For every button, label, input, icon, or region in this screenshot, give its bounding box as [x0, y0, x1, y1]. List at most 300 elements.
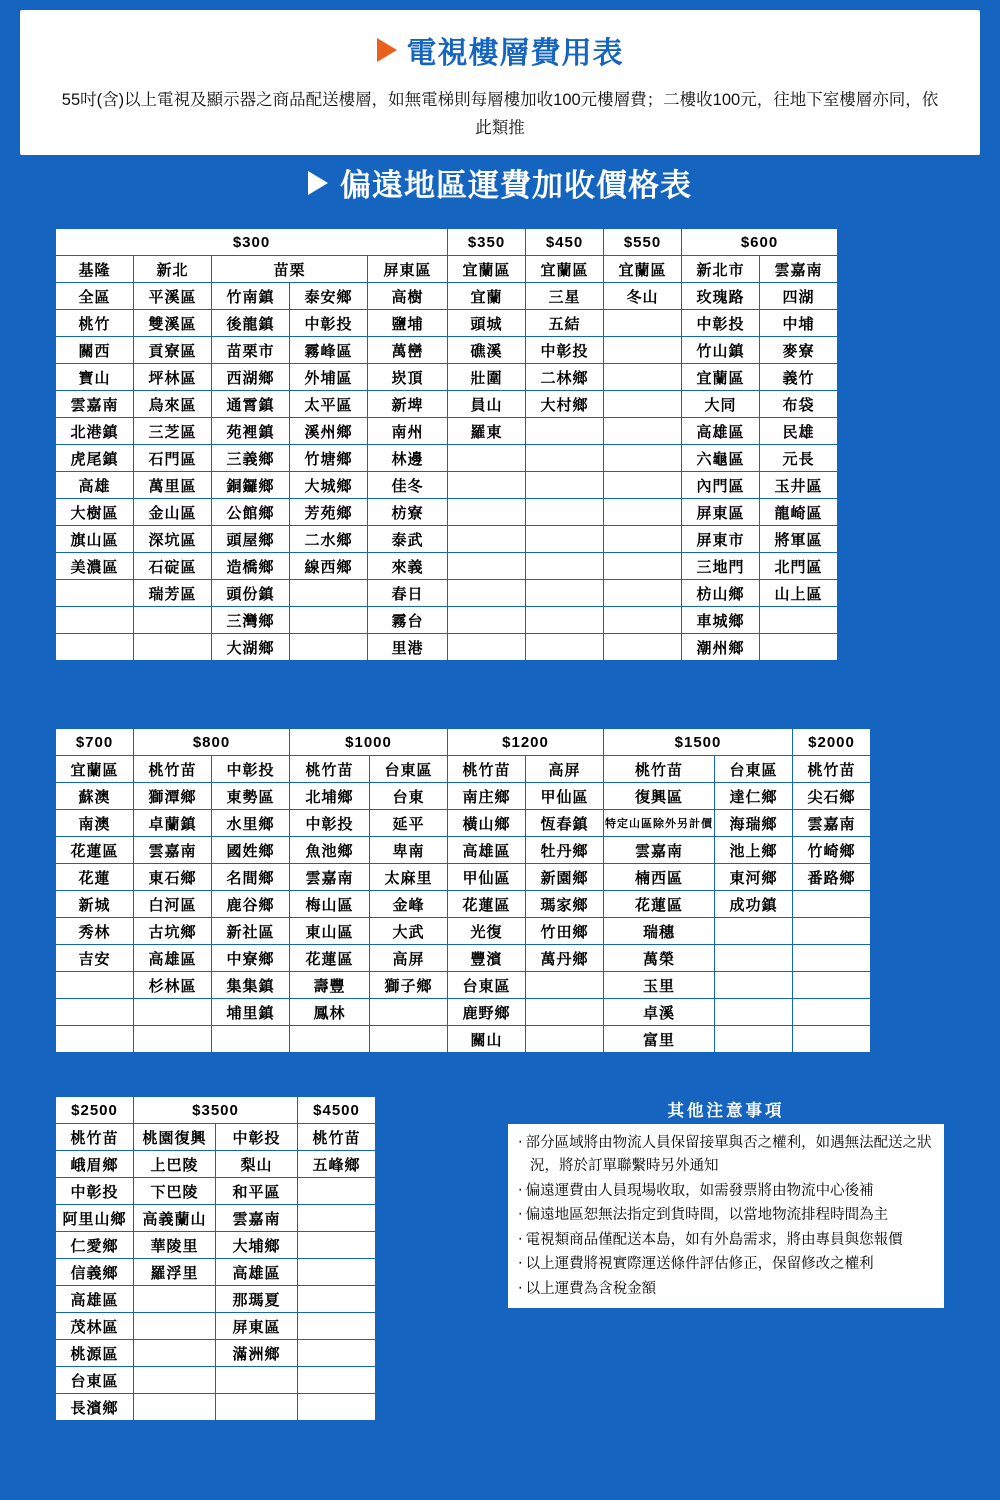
price-label: $2500: [56, 1097, 134, 1124]
region-cell: 甲仙區: [448, 864, 526, 891]
region-cell: 池上鄉: [715, 837, 793, 864]
region-cell: 蘇澳: [56, 783, 134, 810]
region-cell: 大武: [370, 918, 448, 945]
table-row: [56, 891, 871, 918]
region-cell: [793, 1026, 871, 1053]
region-cell: 坪林區: [134, 364, 212, 391]
region-cell: 民雄: [760, 418, 838, 445]
price-label: $1000: [290, 729, 448, 756]
region-cell: 國姓鄉: [212, 837, 290, 864]
region-cell: [526, 553, 604, 580]
region-cell: 海瑞鄉: [715, 810, 793, 837]
price-table: [55, 728, 871, 1053]
region-cell: 光復: [448, 918, 526, 945]
region-cell: 雲嘉南: [290, 864, 370, 891]
table-row: [56, 1259, 376, 1286]
region-cell: 玉井區: [760, 472, 838, 499]
region-header-cell: 宜蘭區: [526, 256, 604, 283]
table-row: [56, 1151, 376, 1178]
region-cell: 雙溪區: [134, 310, 212, 337]
page-title-1-row: [20, 10, 980, 72]
region-cell: 虎尾鎮: [56, 445, 134, 472]
region-cell: 高雄區: [56, 1286, 134, 1313]
region-cell: 竹山鎮: [682, 337, 760, 364]
price-header-row: [56, 729, 871, 756]
region-cell: 高樹: [368, 283, 448, 310]
region-cell: [370, 1026, 448, 1053]
region-cell: 白河區: [134, 891, 212, 918]
region-cell: [448, 607, 526, 634]
region-cell: 車城鄉: [682, 607, 760, 634]
region-cell: 壯圍: [448, 364, 526, 391]
region-cell: 阿里山鄉: [56, 1205, 134, 1232]
region-cell: 冬山: [604, 283, 682, 310]
region-cell: [793, 918, 871, 945]
region-cell: 義竹: [760, 364, 838, 391]
region-cell: 信義鄉: [56, 1259, 134, 1286]
region-cell: [448, 472, 526, 499]
region-cell: 水里鄉: [212, 810, 290, 837]
region-cell: 延平: [370, 810, 448, 837]
region-cell: [604, 445, 682, 472]
region-cell: 羅東: [448, 418, 526, 445]
region-cell: [290, 1026, 370, 1053]
region-cell: 花蓮區: [448, 891, 526, 918]
table-row: [56, 1026, 871, 1053]
region-cell: [448, 499, 526, 526]
note-item: ‧ 以上運費將視實際運送條件評估修正，保留修改之權利: [518, 1253, 934, 1276]
region-cell: 高雄區: [448, 837, 526, 864]
region-cell: 杉林區: [134, 972, 212, 999]
region-cell: 桃竹: [56, 310, 134, 337]
region-cell: [448, 634, 526, 661]
region-header-cell: 宜蘭區: [448, 256, 526, 283]
price-label: $700: [56, 729, 134, 756]
region-cell: 竹塘鄉: [290, 445, 368, 472]
table-row: [56, 918, 871, 945]
header-subtitle: 55吋(含)以上電視及顯示器之商品配送樓層，如無電梯則每層樓加收100元樓層費；二樓收100元，往地下室樓層亦同，依此類推: [61, 91, 939, 138]
table-row: [56, 445, 838, 472]
table-row: [56, 283, 838, 310]
region-header-cell: 桃竹苗: [298, 1124, 376, 1151]
region-cell: [216, 1394, 298, 1421]
price-label: $1500: [604, 729, 793, 756]
region-cell: 二水鄉: [290, 526, 368, 553]
price-label: $800: [134, 729, 290, 756]
table-row: [56, 499, 838, 526]
region-cell: 三地門: [682, 553, 760, 580]
table-row: [56, 607, 838, 634]
region-cell: 鹿谷鄉: [212, 891, 290, 918]
table-row: [56, 1178, 376, 1205]
region-cell: [715, 999, 793, 1026]
region-cell: [604, 418, 682, 445]
table-row: [56, 472, 838, 499]
play-triangle-white-icon: [308, 171, 328, 195]
region-cell: 雲嘉南: [134, 837, 212, 864]
price-label: $1200: [448, 729, 604, 756]
region-cell: [370, 999, 448, 1026]
region-cell: 牡丹鄉: [526, 837, 604, 864]
region-cell: 中寮鄉: [212, 945, 290, 972]
region-cell: 恆春鎮: [526, 810, 604, 837]
region-cell: 員山: [448, 391, 526, 418]
region-cell: 達仁鄉: [715, 783, 793, 810]
region-cell: [526, 418, 604, 445]
region-cell: [56, 607, 134, 634]
region-cell: 頭屋鄉: [212, 526, 290, 553]
region-cell: [604, 472, 682, 499]
region-cell: 台東區: [448, 972, 526, 999]
region-cell: 雲嘉南: [56, 391, 134, 418]
region-cell: 造橋鄉: [212, 553, 290, 580]
region-cell: 桃源區: [56, 1340, 134, 1367]
play-triangle-icon: [377, 38, 397, 62]
region-cell: 中彰投: [290, 310, 368, 337]
region-cell: [298, 1394, 376, 1421]
region-cell: 上巴陵: [134, 1151, 216, 1178]
region-cell: 北門區: [760, 553, 838, 580]
region-cell: 南庄鄉: [448, 783, 526, 810]
region-cell: [216, 1367, 298, 1394]
region-cell: 鳳林: [290, 999, 370, 1026]
remote-fee-table-1: [55, 228, 838, 661]
region-cell: 新園鄉: [526, 864, 604, 891]
price-label: $3500: [134, 1097, 298, 1124]
region-cell: 瑞穗: [604, 918, 715, 945]
region-cell: 尖石鄉: [793, 783, 871, 810]
region-cell: 新社區: [212, 918, 290, 945]
region-cell: [448, 553, 526, 580]
region-header-cell: 基隆: [56, 256, 134, 283]
region-cell: [298, 1313, 376, 1340]
region-header-cell: 新北: [134, 256, 212, 283]
table-row: [56, 526, 838, 553]
region-cell: 頭份鎮: [212, 580, 290, 607]
region-cell: 花蓮: [56, 864, 134, 891]
region-cell: 中埔: [760, 310, 838, 337]
region-cell: 大村鄉: [526, 391, 604, 418]
region-cell: 霧峰區: [290, 337, 368, 364]
region-header-row: [56, 756, 871, 783]
region-cell: [448, 526, 526, 553]
region-cell: 石門區: [134, 445, 212, 472]
region-cell: 花蓮區: [290, 945, 370, 972]
notes-body: [507, 1124, 945, 1309]
region-header-cell: 屏東區: [368, 256, 448, 283]
region-cell: 三星: [526, 283, 604, 310]
region-cell: 梨山: [216, 1151, 298, 1178]
region-cell: [760, 634, 838, 661]
region-cell: 平溪區: [134, 283, 212, 310]
region-cell: 高雄: [56, 472, 134, 499]
region-cell: 屏東區: [216, 1313, 298, 1340]
region-cell: 集集鎮: [212, 972, 290, 999]
page-title-1: 電視樓層費用表: [406, 37, 624, 70]
region-cell: 佳冬: [368, 472, 448, 499]
table-row: [56, 391, 838, 418]
region-cell: 新埤: [368, 391, 448, 418]
region-cell: 後龍鎮: [212, 310, 290, 337]
region-cell: 烏來區: [134, 391, 212, 418]
region-cell: 名間鄉: [212, 864, 290, 891]
table-row: [56, 837, 871, 864]
region-cell: 東河鄉: [715, 864, 793, 891]
region-cell: 玫瑰路: [682, 283, 760, 310]
region-cell: 二林鄉: [526, 364, 604, 391]
region-cell: [134, 1313, 216, 1340]
region-cell: 竹南鎮: [212, 283, 290, 310]
region-cell: 五峰鄉: [298, 1151, 376, 1178]
table-row: [56, 418, 838, 445]
region-cell: [290, 634, 368, 661]
region-cell: [134, 1367, 216, 1394]
note-item: ‧ 偏遠地區恕無法指定到貨時間，以當地物流排程時間為主: [518, 1204, 934, 1227]
region-cell: 五結: [526, 310, 604, 337]
region-cell: 仁愛鄉: [56, 1232, 134, 1259]
region-cell: 秀林: [56, 918, 134, 945]
region-cell: 苑裡鎮: [212, 418, 290, 445]
region-cell: 梅山區: [290, 891, 370, 918]
region-cell: [604, 337, 682, 364]
region-cell: 山上區: [760, 580, 838, 607]
region-cell: 中彰投: [682, 310, 760, 337]
region-cell: 富里: [604, 1026, 715, 1053]
region-cell: 台東: [370, 783, 448, 810]
region-header-cell: 新北市: [682, 256, 760, 283]
region-cell: [298, 1178, 376, 1205]
table-row: [56, 945, 871, 972]
region-cell: 埔里鎮: [212, 999, 290, 1026]
region-cell: 美濃區: [56, 553, 134, 580]
region-cell: 獅子鄉: [370, 972, 448, 999]
note-item: ‧ 電視類商品僅配送本島，如有外島需求，將由專員與您報價: [518, 1229, 934, 1252]
region-cell: 南澳: [56, 810, 134, 837]
region-cell: [526, 472, 604, 499]
region-cell: 潮州鄉: [682, 634, 760, 661]
region-cell: 枋寮: [368, 499, 448, 526]
region-header-cell: 高屏: [526, 756, 604, 783]
table-row: [56, 580, 838, 607]
price-label: $600: [682, 229, 838, 256]
price-label: $4500: [298, 1097, 376, 1124]
region-cell: [526, 526, 604, 553]
region-cell: 楠西區: [604, 864, 715, 891]
region-cell: [290, 580, 368, 607]
region-cell: 滿洲鄉: [216, 1340, 298, 1367]
region-cell: 關西: [56, 337, 134, 364]
region-cell: [56, 999, 134, 1026]
region-cell: 布袋: [760, 391, 838, 418]
region-cell: [134, 1286, 216, 1313]
region-cell: 竹崎鄉: [793, 837, 871, 864]
table-row: [56, 1367, 376, 1394]
region-cell: [604, 580, 682, 607]
region-cell: 大城鄉: [290, 472, 368, 499]
region-cell: 成功鎮: [715, 891, 793, 918]
table-row: [56, 999, 871, 1026]
region-cell: [604, 391, 682, 418]
region-cell: 東石鄉: [134, 864, 212, 891]
region-cell: 溪州鄉: [290, 418, 368, 445]
region-cell: 茂林區: [56, 1313, 134, 1340]
region-cell: [134, 1340, 216, 1367]
region-cell: [298, 1232, 376, 1259]
price-label: $300: [56, 229, 448, 256]
region-cell: 雲嘉南: [793, 810, 871, 837]
region-cell: [793, 999, 871, 1026]
region-cell: 魚池鄉: [290, 837, 370, 864]
region-cell: 高雄區: [216, 1259, 298, 1286]
region-cell: 玉里: [604, 972, 715, 999]
remote-fee-table-2: [55, 728, 871, 1053]
region-cell: [715, 972, 793, 999]
region-cell: 宜蘭區: [682, 364, 760, 391]
note-item: ‧ 部分區域將由物流人員保留接單與否之權利，如遇無法配送之狀況，將於訂單聯繫時另外通知: [518, 1132, 934, 1179]
region-cell: 鹿野鄉: [448, 999, 526, 1026]
header-white-band: [20, 10, 980, 155]
table-row: [56, 1394, 376, 1421]
region-header-row: [56, 256, 838, 283]
region-header-cell: 桃竹苗: [134, 756, 212, 783]
region-cell: 橫山鄉: [448, 810, 526, 837]
region-cell: 全區: [56, 283, 134, 310]
region-cell: 西湖鄉: [212, 364, 290, 391]
region-cell: 萬里區: [134, 472, 212, 499]
region-header-cell: 雲嘉南: [760, 256, 838, 283]
region-cell: [298, 1340, 376, 1367]
table-row: [56, 972, 871, 999]
region-cell: [134, 1026, 212, 1053]
region-cell: 和平區: [216, 1178, 298, 1205]
region-cell: 旗山區: [56, 526, 134, 553]
region-cell: 花蓮區: [604, 891, 715, 918]
region-cell: 吉安: [56, 945, 134, 972]
region-cell: 林邊: [368, 445, 448, 472]
price-label: $350: [448, 229, 526, 256]
table-row: [56, 364, 838, 391]
region-cell: 枋山鄉: [682, 580, 760, 607]
region-cell: 通霄鎮: [212, 391, 290, 418]
region-cell: 高屏: [370, 945, 448, 972]
region-cell: [298, 1286, 376, 1313]
region-cell: 崁頂: [368, 364, 448, 391]
region-cell: 太平區: [290, 391, 368, 418]
region-cell: 花蓮區: [56, 837, 134, 864]
price-header-row: [56, 1097, 376, 1124]
region-cell: 鹽埔: [368, 310, 448, 337]
region-header-cell: 中彰投: [212, 756, 290, 783]
region-cell: [448, 445, 526, 472]
region-header-cell: 台東區: [715, 756, 793, 783]
region-header-cell: 中彰投: [216, 1124, 298, 1151]
region-cell: [448, 580, 526, 607]
region-cell: 萬巒: [368, 337, 448, 364]
region-cell: 屏東區: [682, 499, 760, 526]
region-cell: 雲嘉南: [604, 837, 715, 864]
region-cell: 復興區: [604, 783, 715, 810]
region-cell: 關山: [448, 1026, 526, 1053]
region-cell: 南州: [368, 418, 448, 445]
region-cell: 高雄區: [134, 945, 212, 972]
region-cell: 大埔鄉: [216, 1232, 298, 1259]
region-cell: [760, 607, 838, 634]
region-cell: [526, 499, 604, 526]
region-header-cell: 桃竹苗: [604, 756, 715, 783]
region-cell: 頭城: [448, 310, 526, 337]
region-cell: 石碇區: [134, 553, 212, 580]
region-cell: 元長: [760, 445, 838, 472]
price-table: [55, 1096, 376, 1421]
region-header-cell: 桃園復興: [134, 1124, 216, 1151]
region-cell: [715, 918, 793, 945]
region-cell: 雲嘉南: [216, 1205, 298, 1232]
notes-box: [507, 1096, 945, 1309]
region-cell: 羅浮里: [134, 1259, 216, 1286]
region-cell: 東山區: [290, 918, 370, 945]
region-cell: 太麻里: [370, 864, 448, 891]
region-cell: [793, 972, 871, 999]
region-cell: 台東區: [56, 1367, 134, 1394]
region-cell: 泰武: [368, 526, 448, 553]
region-cell: 苗栗市: [212, 337, 290, 364]
region-cell: 甲仙區: [526, 783, 604, 810]
region-header-cell: 宜蘭區: [604, 256, 682, 283]
region-cell: [212, 1026, 290, 1053]
table-row: [56, 337, 838, 364]
region-cell: 高雄區: [682, 418, 760, 445]
region-cell: 特定山區除外另計價: [604, 810, 715, 837]
region-cell: 中彰投: [290, 810, 370, 837]
region-cell: 萬榮: [604, 945, 715, 972]
region-cell: [604, 499, 682, 526]
region-cell: 峨眉鄉: [56, 1151, 134, 1178]
notes-list: [518, 1132, 934, 1301]
region-cell: [298, 1205, 376, 1232]
region-cell: 公館鄉: [212, 499, 290, 526]
region-cell: [604, 607, 682, 634]
region-cell: 卓蘭鎮: [134, 810, 212, 837]
region-cell: [715, 1026, 793, 1053]
region-cell: [526, 972, 604, 999]
region-cell: [298, 1259, 376, 1286]
price-label: $2000: [793, 729, 871, 756]
region-cell: [56, 1026, 134, 1053]
region-cell: [793, 945, 871, 972]
region-cell: 寶山: [56, 364, 134, 391]
price-label: $450: [526, 229, 604, 256]
region-cell: [298, 1367, 376, 1394]
region-cell: 里港: [368, 634, 448, 661]
table-row: [56, 810, 871, 837]
note-item: ‧ 偏遠運費由人員現場收取，如需發票將由物流中心後補: [518, 1180, 934, 1203]
region-cell: 線西鄉: [290, 553, 368, 580]
region-cell: 瑞芳區: [134, 580, 212, 607]
region-cell: 那瑪夏: [216, 1286, 298, 1313]
table-row: [56, 1313, 376, 1340]
region-cell: [604, 526, 682, 553]
region-cell: 將軍區: [760, 526, 838, 553]
region-cell: 屏東市: [682, 526, 760, 553]
region-cell: [56, 972, 134, 999]
table-row: [56, 864, 871, 891]
region-cell: 礁溪: [448, 337, 526, 364]
page-title-2-row: [0, 160, 1000, 205]
region-cell: [526, 999, 604, 1026]
region-cell: 北埔鄉: [290, 783, 370, 810]
table-row: [56, 634, 838, 661]
region-cell: 三義鄉: [212, 445, 290, 472]
